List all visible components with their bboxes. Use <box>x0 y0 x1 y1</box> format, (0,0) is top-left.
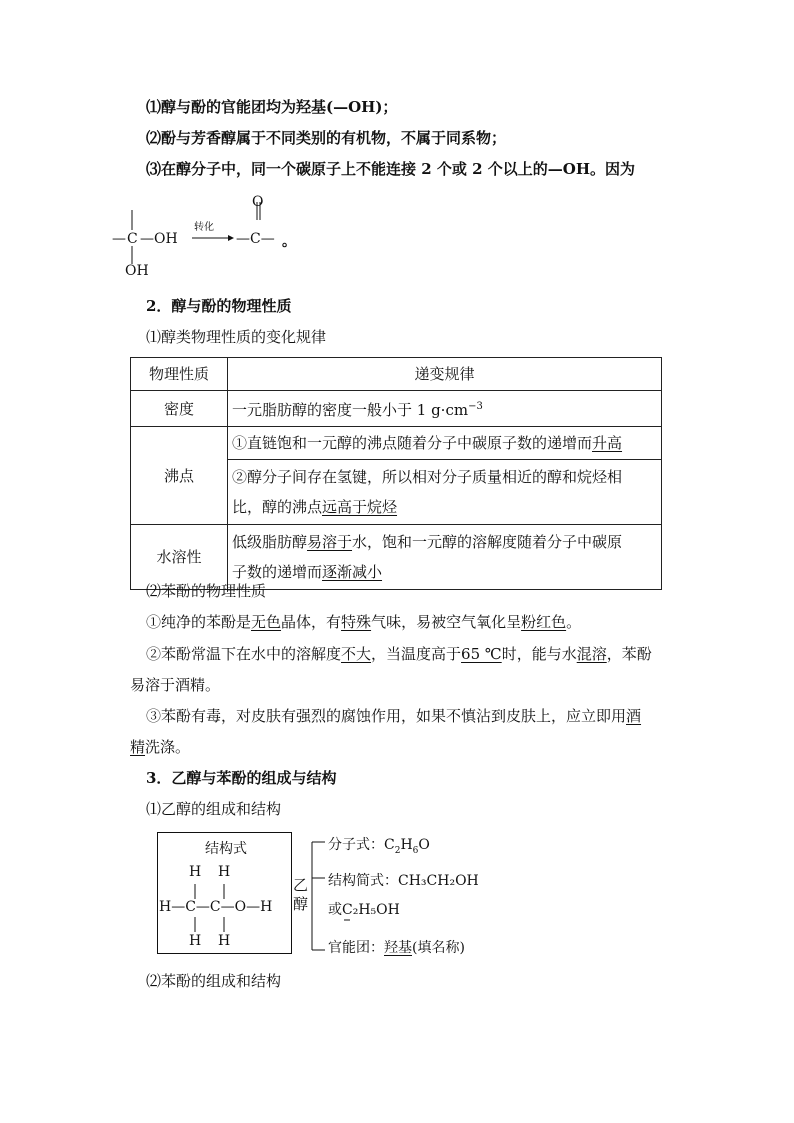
h-bottom-2: H <box>218 933 231 949</box>
section-3-sub2: ⑵苯酚的组成和结构 <box>146 972 282 990</box>
header-rule: 递变规律 <box>228 358 662 391</box>
solubility-label: 水溶性 <box>131 525 228 590</box>
phenol-p3: ③苯酚有毒，对皮肤有强烈的腐蚀作用，如果不慎沾到皮肤上，应立即用酒 <box>146 707 642 725</box>
alt-row: 或C₂H₅OH <box>328 902 400 918</box>
phenol-sub: ⑵苯酚的物理性质 <box>146 582 267 600</box>
h-top-2: H <box>218 864 231 880</box>
boiling-rule-2: ②醇分子间存在氢键，所以相对分子质量相近的醇和烷烃相 比，醇的沸点远高于烷烃 <box>228 460 662 525</box>
table-row <box>131 525 662 590</box>
phenol-p2: ②苯酚常温下在水中的溶解度不大，当温度高于65 ℃时，能与水混溶，苯酚 <box>146 645 652 663</box>
structure-title: 结构式 <box>205 841 247 857</box>
phenol-p1: ①纯净的苯酚是无色晶体，有特殊气味，易被空气氧化呈粉红色。 <box>146 613 582 631</box>
phenol-p2-cont: 易溶于酒精。 <box>130 676 221 694</box>
section-3-sub1: ⑴乙醇的组成和结构 <box>146 800 282 818</box>
boiling-rule-1: ①直链饱和一元醇的沸点随着分子中碳原子数的递增而升高 <box>228 427 662 460</box>
oh-group: —OH <box>140 231 178 247</box>
section-2-sub1: ⑴醇类物理性质的变化规律 <box>146 328 327 346</box>
name-yi: 乙 <box>293 876 309 894</box>
oh-bottom: OH <box>125 263 149 279</box>
density-cell: 一元脂肪醇的密度一般小于 1 $g\cdot cm^{-3}$ <box>228 391 662 427</box>
formula-row: 分子式：$C_2H_6O$ <box>328 837 430 856</box>
boiling-label: 沸点 <box>131 427 228 525</box>
alcohol-properties-table <box>130 357 662 590</box>
name-chun: 醇 <box>293 895 309 913</box>
bond-left: — <box>112 231 126 247</box>
density-label: 密度 <box>131 391 228 427</box>
product: —C— <box>236 231 275 247</box>
table-row <box>131 427 662 460</box>
note-3: ⑶在醇分子中，同一个碳原子上不能连接 2 个或 2 个以上的—OH。因为 <box>146 160 636 178</box>
simple-row: 结构简式：CH₃CH₂OH <box>328 873 479 889</box>
solubility-rule: 低级脂肪醇易溶于水，饱和一元醇的溶解度随着分子中碳原 子数的递增而逐渐减小 <box>228 525 662 590</box>
carbon: C <box>127 231 138 247</box>
arrow-label: 转化 <box>194 222 214 233</box>
note-1: ⑴醇与酚的官能团均为羟基(—OH)； <box>146 98 398 116</box>
table-row <box>131 391 662 427</box>
table-row <box>131 358 662 391</box>
section-2-title: 2．醇与酚的物理性质 <box>146 297 292 315</box>
section-3-title: 3．乙醇与苯酚的组成与结构 <box>146 769 337 787</box>
header-property: 物理性质 <box>131 358 228 391</box>
ethanol-bonds <box>150 830 350 960</box>
ethanol-chain: H—C—C—O—H <box>159 899 273 915</box>
oxygen-top: O <box>252 194 264 210</box>
h-bottom-1: H <box>189 933 202 949</box>
h-top-1: H <box>189 864 202 880</box>
phenol-p3-cont: 精洗涤。 <box>130 738 191 756</box>
note-2: ⑵酚与芳香醇属于不同类别的有机物，不属于同系物； <box>146 129 507 147</box>
functional-group-row: 官能团：羟基(填名称) <box>328 940 465 956</box>
reaction-end: 。 <box>282 234 296 250</box>
